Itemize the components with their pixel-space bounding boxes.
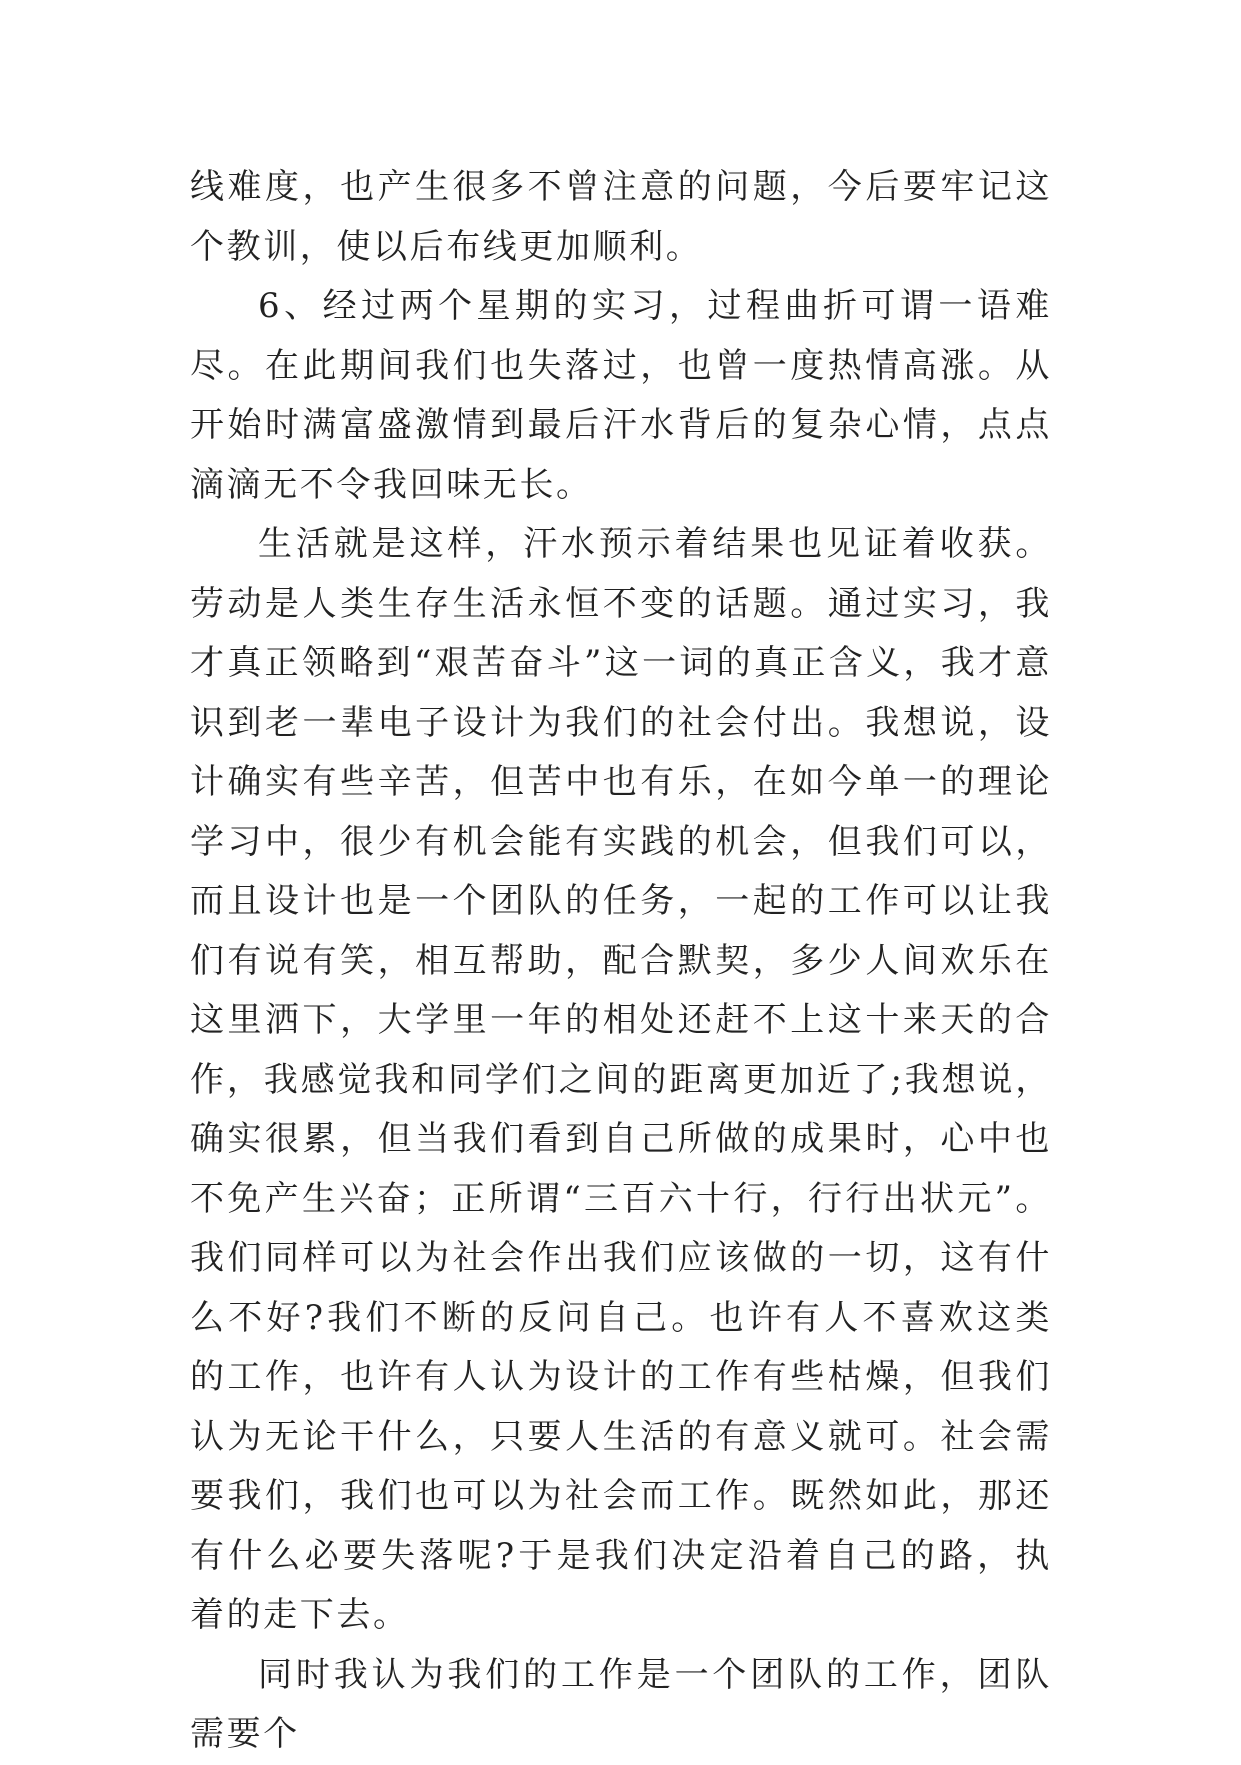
paragraph-continuation: 线难度，也产生很多不曾注意的问题，今后要牢记这个教训，使以后布线更加顺利。 [190, 167, 1052, 267]
paragraph-reflection: 生活就是这样，汗水预示着结果也见证着收获。劳动是人类生存生活永恒不变的话题。通过实习，我才真正领略到“艰苦奋斗”这一词的真正含义，我才意识到老一辈电子设计为我们的社会付出。我想说，设计确实有些辛苦，但苦中也有乐，在如今单一的理论学习中，很少有机会能有实践的机会，但我们可以，而且设计也是一个团队的任务，一起的工作可以让我们有说有笑，相互帮助，配合默契，多少人间欢乐在这里洒下，大学里一年的相处还赶不上这十来天的合作，我感觉我和同学们之间的距离更加近了;我想说，确实很累，但当我们看到自己所做的成果时，心中也不免产生兴奋；正所谓“三百六十行，行行出状元”。我们同样可以为社会作出我们应该做的一切，这有什么不好?我们不断的反问自己。也许有人不喜欢这类的工作，也许有人认为设计的工作有些枯燥，但我们认为无论干什么，只要人生活的有意义就可。社会需要我们，我们也可以为社会而工作。既然如此，那还有什么必要失落呢?于是我们决定沿着自己的路，执着的走下去。 [190, 524, 1052, 1635]
paragraph-item-6: 6、经过两个星期的实习，过程曲折可谓一语难尽。在此期间我们也失落过，也曾一度热情高涨。从开始时满富盛激情到最后汗水背后的复杂心情，点点滴滴无不令我回味无长。 [190, 286, 1052, 505]
document-body [190, 158, 1052, 1765]
paragraph-teamwork: 同时我认为我们的工作是一个团队的工作，团队需要个 [190, 1654, 1052, 1754]
